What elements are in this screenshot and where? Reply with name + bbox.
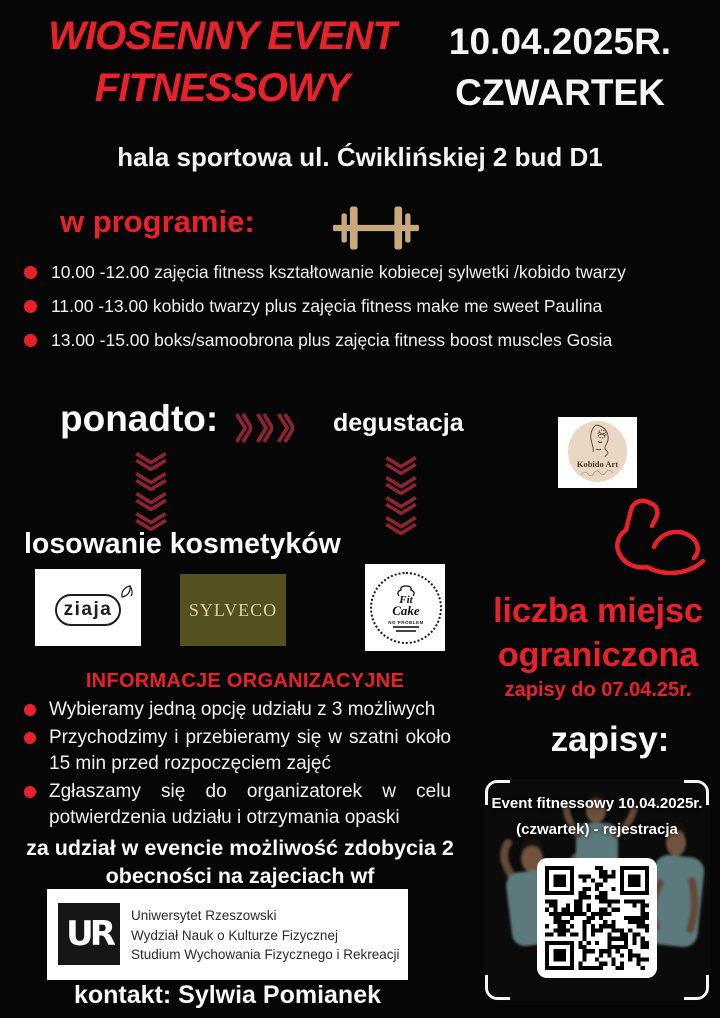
fitcake-wordmark-line1: Fit [399, 593, 413, 606]
signup-card-line1: Event fitnessowy 10.04.2025r. [491, 795, 703, 812]
chevron-down-icon [134, 492, 168, 511]
event-date-line2: CZWARTEK [455, 72, 665, 113]
signature-squiggle-icon [580, 470, 614, 477]
signup-heading: zapisy: [550, 720, 670, 759]
chevron-down-column [134, 452, 168, 531]
chevron-down-icon [384, 496, 418, 515]
fitcake-smallprint-bar [393, 626, 419, 628]
signup-card-line2: (czwartek) - rejestracja [516, 821, 678, 838]
frame-corner-icon [485, 975, 510, 1000]
bullet-dot-icon [24, 334, 37, 347]
bullet-dot-icon [24, 704, 36, 716]
dumbbell-icon [330, 200, 422, 256]
info-heading: INFORMACJE ORGANIZACYJNE [85, 670, 405, 692]
kobido-circle [568, 421, 627, 482]
program-list [24, 262, 714, 364]
info-item [24, 779, 472, 831]
chevron-right-icon [255, 412, 273, 444]
info-item-text: Wybieramy jedną opcję udziału z 3 możliwych [49, 699, 436, 720]
fitcake-logo [365, 564, 445, 651]
qr-code [537, 858, 657, 978]
extras-heading: ponadto: [60, 398, 219, 439]
event-date [410, 16, 710, 118]
program-item [24, 296, 714, 317]
signup-card [484, 779, 710, 1001]
bullet-dot-icon [24, 300, 37, 313]
info-item [24, 697, 472, 723]
chevron-down-icon [384, 456, 418, 475]
bicep-flex-icon [608, 495, 708, 577]
program-item-text: 13.00 -15.00 boks/samoobrona plus zajęcia fitness boost muscles Gosia [51, 330, 613, 350]
frame-corner-icon [684, 975, 709, 1000]
bonus-note [6, 834, 474, 890]
bullet-dot-icon [24, 732, 36, 744]
frame-corner-icon [684, 780, 709, 805]
info-list [24, 697, 472, 833]
raffle-heading: losowanie kosmetyków [24, 528, 341, 560]
chevron-down-icon [134, 472, 168, 491]
university-line3: Studium Wychowania Fizycznego i Rekreacji [131, 947, 400, 962]
contact-line: kontakt: Sylwia Pomianek [73, 981, 382, 1009]
kobido-label: Kobido Art [576, 459, 619, 469]
capacity-line2: ograniczona [497, 636, 699, 674]
university-line2: Wydział Nauk o Kulturze Fizycznej [131, 927, 338, 943]
fitcake-tagline: NO PROBLEM [388, 619, 424, 625]
info-item-text: Zgłaszamy się do organizatorek w celu potwierdzenia udziału i otrzymania opaski [49, 781, 451, 828]
event-date-line1: 10.04.2025R. [448, 21, 672, 62]
program-heading: w programie: [60, 204, 255, 239]
leaf-icon [119, 584, 135, 600]
sylveco-logo [180, 574, 286, 646]
fitcake-smallprint-bar [396, 630, 416, 632]
kobido-art-logo [558, 417, 637, 488]
bonus-line2: obecności na zajeciach wf [105, 864, 375, 888]
chevron-right-row [234, 412, 294, 444]
fitcake-circle [370, 572, 442, 644]
capacity-line1: liczba miejsc [493, 592, 703, 630]
poster-title [26, 10, 418, 114]
sylveco-wordmark: SYLVECO [188, 599, 278, 620]
face-line-art-icon [582, 423, 614, 459]
info-item-text: Przychodzimy i przebieramy się w szatni około 15 min przed rozpoczęciem zajęć [49, 727, 451, 774]
program-item [24, 262, 714, 283]
poster-title-line2: FITNESSOWY [94, 66, 350, 110]
poster-title-line1: WIOSENNY EVENT [48, 14, 396, 58]
program-item [24, 330, 714, 351]
chevron-down-icon [384, 516, 418, 535]
university-text [131, 906, 399, 965]
fitcake-wordmark-line2: Cake [392, 602, 420, 618]
ziaja-wordmark: ziaja [55, 594, 121, 626]
signup-deadline: zapisy do 07.04.25r. [504, 679, 692, 701]
frame-corner-icon [485, 780, 510, 805]
tasting-label: degustacja [333, 409, 464, 437]
chevron-right-icon [276, 412, 294, 444]
chevron-down-column [384, 456, 418, 535]
university-banner [47, 889, 408, 980]
bonus-line1: za udział w evencie możliwość zdobycia 2 [26, 836, 454, 860]
chevron-down-icon [384, 476, 418, 495]
program-item-text: 11.00 -13.00 kobido twarzy plus zajęcia fitness make me sweet Paulina [51, 296, 603, 316]
bullet-dot-icon [24, 266, 37, 279]
chevron-right-icon [234, 412, 252, 444]
university-ur-logo: UR [58, 903, 120, 965]
ziaja-logo [35, 569, 141, 646]
program-item-text: 10.00 -12.00 zajęcia fitness kształtowanie kobiecej sylwetki /kobido twarzy [51, 262, 626, 282]
venue-address: hala sportowa ul. Ćwiklińskiej 2 bud D1 [117, 142, 603, 172]
chevron-down-icon [134, 452, 168, 471]
university-line1: Uniwersytet Rzeszowski [131, 908, 277, 923]
bullet-dot-icon [24, 786, 36, 798]
info-item [24, 725, 472, 777]
